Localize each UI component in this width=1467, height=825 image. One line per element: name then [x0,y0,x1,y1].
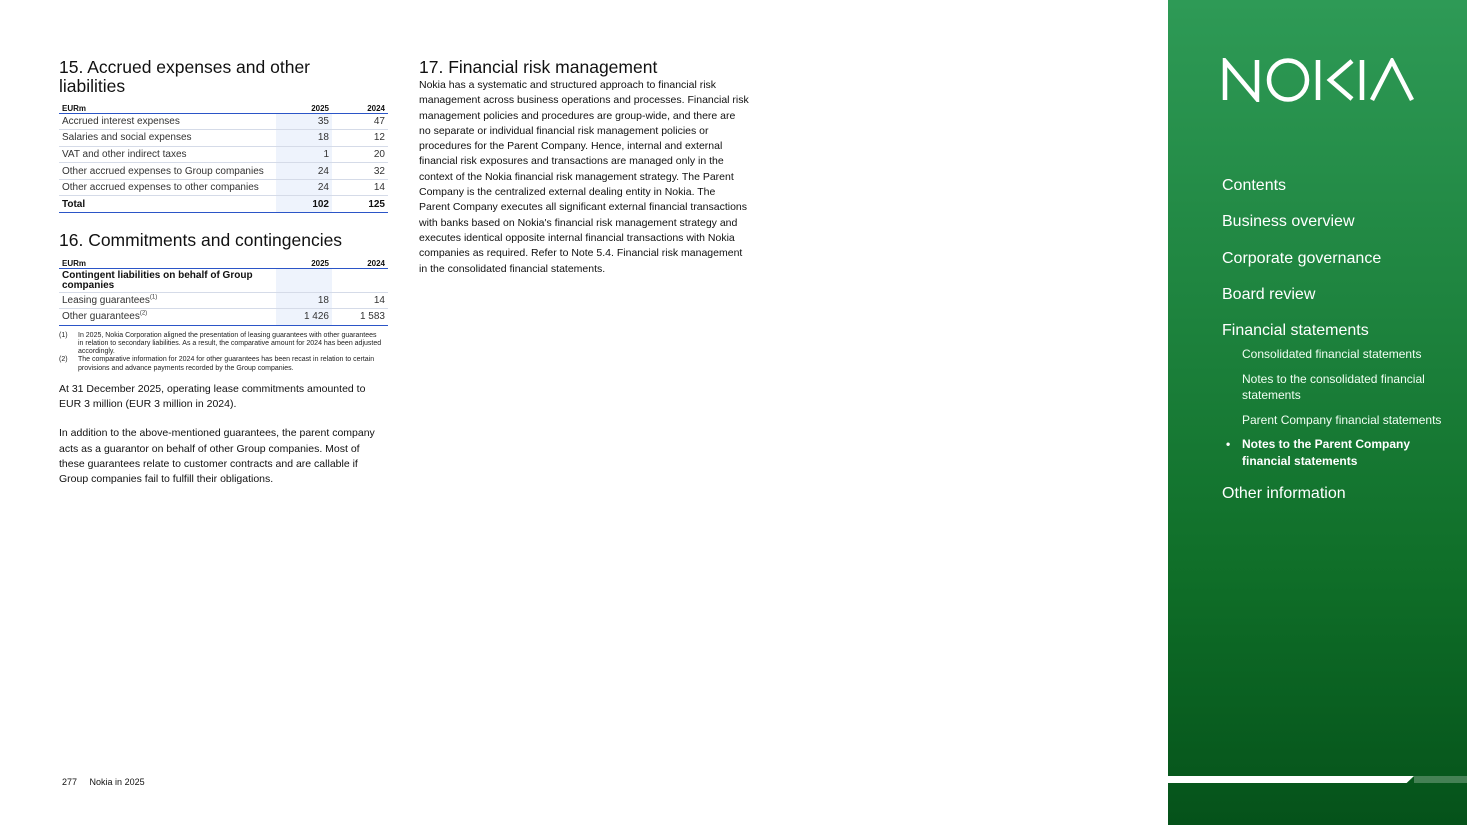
row-label [59,292,276,309]
footnote-marker: (1) [59,331,68,339]
group-row [59,268,388,292]
row-label [59,309,276,326]
nav-subitem-notes-consolidated[interactable]: Notes to the consolidated financial statements [1242,371,1425,402]
table-row [59,292,388,309]
sidebar-divider-bar-faint [1414,776,1467,783]
value-2025: 24 [276,179,332,196]
value-2024: 12 [332,130,388,147]
nav-item-financial-statements[interactable]: Financial statements [1222,322,1369,339]
nav-item-board-review[interactable]: Board review [1222,286,1316,303]
value-2025: 18 [276,292,332,309]
nav-subitem-consolidated[interactable]: Consolidated financial statements [1242,347,1422,361]
value-2024: 47 [332,113,388,130]
document-title: Nokia in 2025 [89,777,145,787]
footnote-text: In 2025, Nokia Corporation aligned the presentation of leasing guarantees with other guarantees in relation to secondary liabilities. As a result, the comparative amount for 2024 has been adjusted accordingly. [78,331,382,356]
row-label: Salaries and social expenses [59,130,276,147]
value-2024: 125 [332,196,388,213]
footnote-ref: (1) [149,294,158,301]
nav-item-other-information[interactable]: Other information [1222,485,1346,502]
table-row [59,146,388,163]
commitments-table [59,256,388,326]
guarantees-paragraph: In addition to the above-mentioned guarantees, the parent company acts as a guarantor on behalf of other Group companies. Most of these guarantees relate to customer contracts and are callable if Group companies fail to fulfill their obligations. [59,427,375,486]
value-2025: 18 [276,130,332,147]
footnote [59,356,389,372]
nokia-logo[interactable] [1222,58,1414,107]
nav-subitem-parent[interactable]: Parent Company financial statements [1242,412,1442,427]
column-header: 2024 [332,256,388,268]
total-row [59,196,388,213]
table-row [59,163,388,180]
row-label: Other accrued expenses to Group companies [59,163,276,180]
page-number: 277 [62,777,78,787]
column-header: 2024 [332,101,388,113]
footnote-ref: (2) [139,311,148,318]
active-bullet-icon: • [1226,437,1231,451]
nav-subitem-notes-parent[interactable] [1226,436,1452,469]
footnote-text: The comparative information for 2024 for other guarantees has been recast in relation to certain provisions and advance payments recorded by the Group companies. [78,356,375,372]
footnote [59,332,389,357]
column-header: EURm [59,256,276,268]
sidebar-nav [1222,176,1452,504]
section-15-title: 15. Accrued expenses and other liabilities [59,57,311,96]
nav-item-business-overview[interactable]: Business overview [1222,213,1355,230]
row-label: Other accrued expenses to other companies [59,179,276,196]
column-header: EURm [59,101,276,113]
group-label: Contingent liabilities on behalf of Group companies [59,268,276,292]
financial-risk-paragraph: Nokia has a systematic and structured approach to financial risk management across business operations and processes. Financial risk management policies and procedures are group-wide, and there are no separate or individual financial risk management policies or procedures for the Parent Company. Hence, internal and external financial risk exposures and transactions are managed only in the context of the Nokia financial risk management strategy. The Parent Company is the centralized external dealing entity in Nokia. The Parent Company executes all significant external financial transactions with banks based on Nokia's financial risk management strategy and executes identical opposite internal financial transactions with Nokia companies as required. Refer to Note 5.4. Financial risk management in the consolidated financial statements. [419,79,749,275]
sidebar-divider-bar [1168,776,1414,783]
footnotes [59,332,389,373]
empty-cell [276,268,332,292]
column-header: 2025 [276,256,332,268]
sidebar [1168,0,1467,825]
table-row [59,130,388,147]
nav-subitem-label: Notes to the Parent Company financial statements [1242,437,1411,468]
value-2025: 102 [276,196,332,213]
value-2025: 1 [276,146,332,163]
value-2025: 1 426 [276,309,332,326]
value-2024: 20 [332,146,388,163]
column-header: 2025 [276,101,332,113]
section-16-title: 16. Commitments and contingencies [59,230,343,251]
table-row [59,113,388,130]
value-2024: 32 [332,163,388,180]
value-2025: 35 [276,113,332,130]
row-label-text: Leasing guarantees [62,294,150,306]
lease-commitments-paragraph: At 31 December 2025, operating lease commitments amounted to EUR 3 million (EUR 3 million in 2024). [59,382,366,411]
accrued-expenses-table [59,101,388,213]
middle-column [419,58,751,277]
left-column [59,58,389,488]
nav-item-contents[interactable]: Contents [1222,177,1287,194]
value-2024: 1 583 [332,309,388,326]
row-label: VAT and other indirect taxes [59,146,276,163]
nokia-logo-icon [1222,58,1414,102]
value-2024: 14 [332,292,388,309]
row-label: Total [59,196,276,213]
value-2025: 24 [276,163,332,180]
row-label-text: Other guarantees [62,311,140,323]
page-footer [62,777,145,787]
value-2024: 14 [332,179,388,196]
table-row [59,179,388,196]
row-label: Accrued interest expenses [59,113,276,130]
section-17-title: 17. Financial risk management [419,57,658,77]
empty-cell [332,268,388,292]
footnote-marker: (2) [59,356,68,364]
table-row [59,309,388,326]
nav-item-corporate-governance[interactable]: Corporate governance [1222,250,1382,267]
